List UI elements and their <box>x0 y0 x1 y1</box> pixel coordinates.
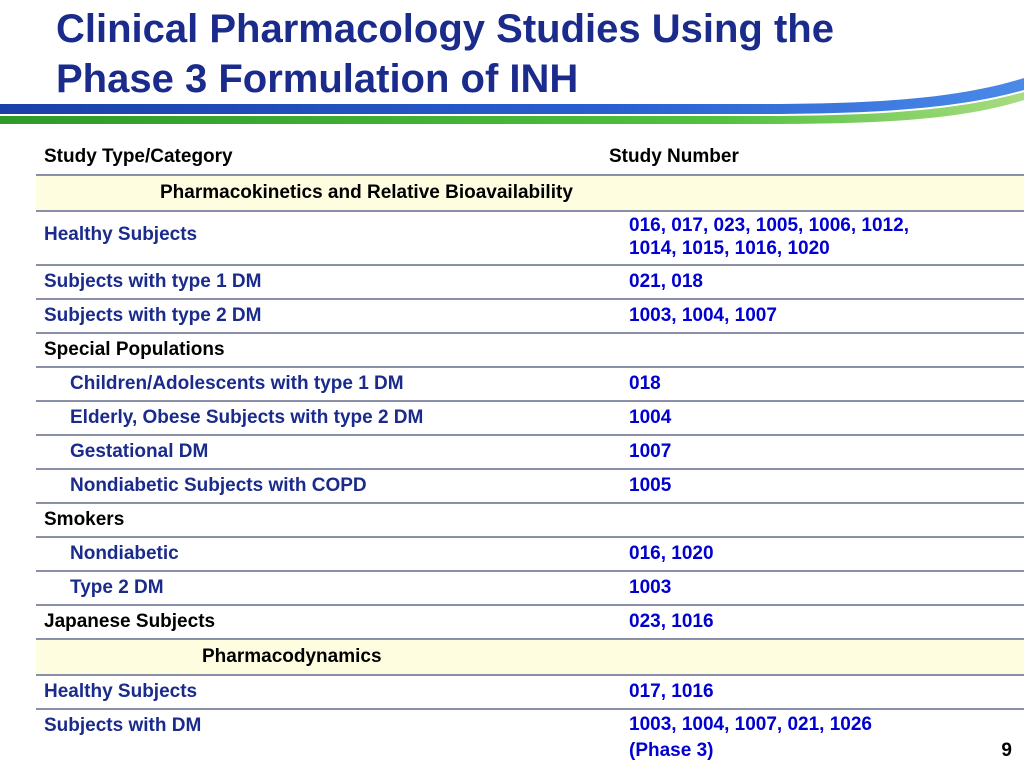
row-value: 1007 <box>609 435 1024 469</box>
table-row <box>36 265 1024 299</box>
row-label: Children/Adolescents with type 1 DM <box>36 367 609 401</box>
row-value <box>609 709 1024 764</box>
row-value-line-2: 1014, 1015, 1016, 1020 <box>629 238 830 259</box>
table-row <box>36 401 1024 435</box>
row-value: 1003 <box>609 571 1024 605</box>
section-row-pd <box>36 639 1024 675</box>
section-row-pk <box>36 175 1024 211</box>
page-number: 9 <box>1001 740 1012 761</box>
section-title-pd: Pharmacodynamics <box>202 646 382 667</box>
studies-table <box>36 140 1024 764</box>
slide-title-line-1: Clinical Pharmacology Studies Using the <box>56 7 834 51</box>
row-value <box>609 333 1024 367</box>
row-value <box>609 211 1024 265</box>
row-value: 1005 <box>609 469 1024 503</box>
header-swoosh-decoration <box>0 78 1024 130</box>
row-value <box>609 503 1024 537</box>
table-row-subheader <box>36 503 1024 537</box>
row-label: Type 2 DM <box>36 571 609 605</box>
row-value: 017, 1016 <box>609 675 1024 709</box>
header-study-number: Study Number <box>609 140 1024 175</box>
table-row <box>36 709 1024 764</box>
table-row <box>36 435 1024 469</box>
row-label: Healthy Subjects <box>36 675 609 709</box>
table-row <box>36 299 1024 333</box>
table-row-subheader <box>36 333 1024 367</box>
table-row <box>36 675 1024 709</box>
row-label: Nondiabetic Subjects with COPD <box>36 469 609 503</box>
row-value-line-1: 016, 017, 023, 1005, 1006, 1012, <box>629 215 909 236</box>
row-label: Healthy Subjects <box>36 211 609 265</box>
table-row <box>36 571 1024 605</box>
row-value: 018 <box>609 367 1024 401</box>
row-value-line-1: 1003, 1004, 1007, 021, 1026 <box>629 714 873 735</box>
table-row <box>36 537 1024 571</box>
row-label: Subjects with type 1 DM <box>36 265 609 299</box>
row-label: Japanese Subjects <box>36 605 609 639</box>
row-label: Elderly, Obese Subjects with type 2 DM <box>36 401 609 435</box>
row-value: 016, 1020 <box>609 537 1024 571</box>
row-value-line-2: (Phase 3) <box>629 740 714 761</box>
section-title-pk: Pharmacokinetics and Relative Bioavailability <box>160 182 573 203</box>
row-value: 023, 1016 <box>609 605 1024 639</box>
row-label: Subjects with type 2 DM <box>36 299 609 333</box>
header-study-type: Study Type/Category <box>36 140 609 175</box>
row-label: Smokers <box>36 503 609 537</box>
table-row <box>36 469 1024 503</box>
studies-table-container <box>36 140 1024 764</box>
table-row <box>36 367 1024 401</box>
table-row <box>36 605 1024 639</box>
row-label: Gestational DM <box>36 435 609 469</box>
table-row <box>36 211 1024 265</box>
row-label: Special Populations <box>36 333 609 367</box>
row-label: Nondiabetic <box>36 537 609 571</box>
slide-title-line-2: Phase 3 Formulation of INH <box>56 57 579 101</box>
row-value: 1004 <box>609 401 1024 435</box>
row-value: 021, 018 <box>609 265 1024 299</box>
row-label: Subjects with DM <box>44 715 202 736</box>
table-header-row <box>36 140 1024 175</box>
row-value: 1003, 1004, 1007 <box>609 299 1024 333</box>
